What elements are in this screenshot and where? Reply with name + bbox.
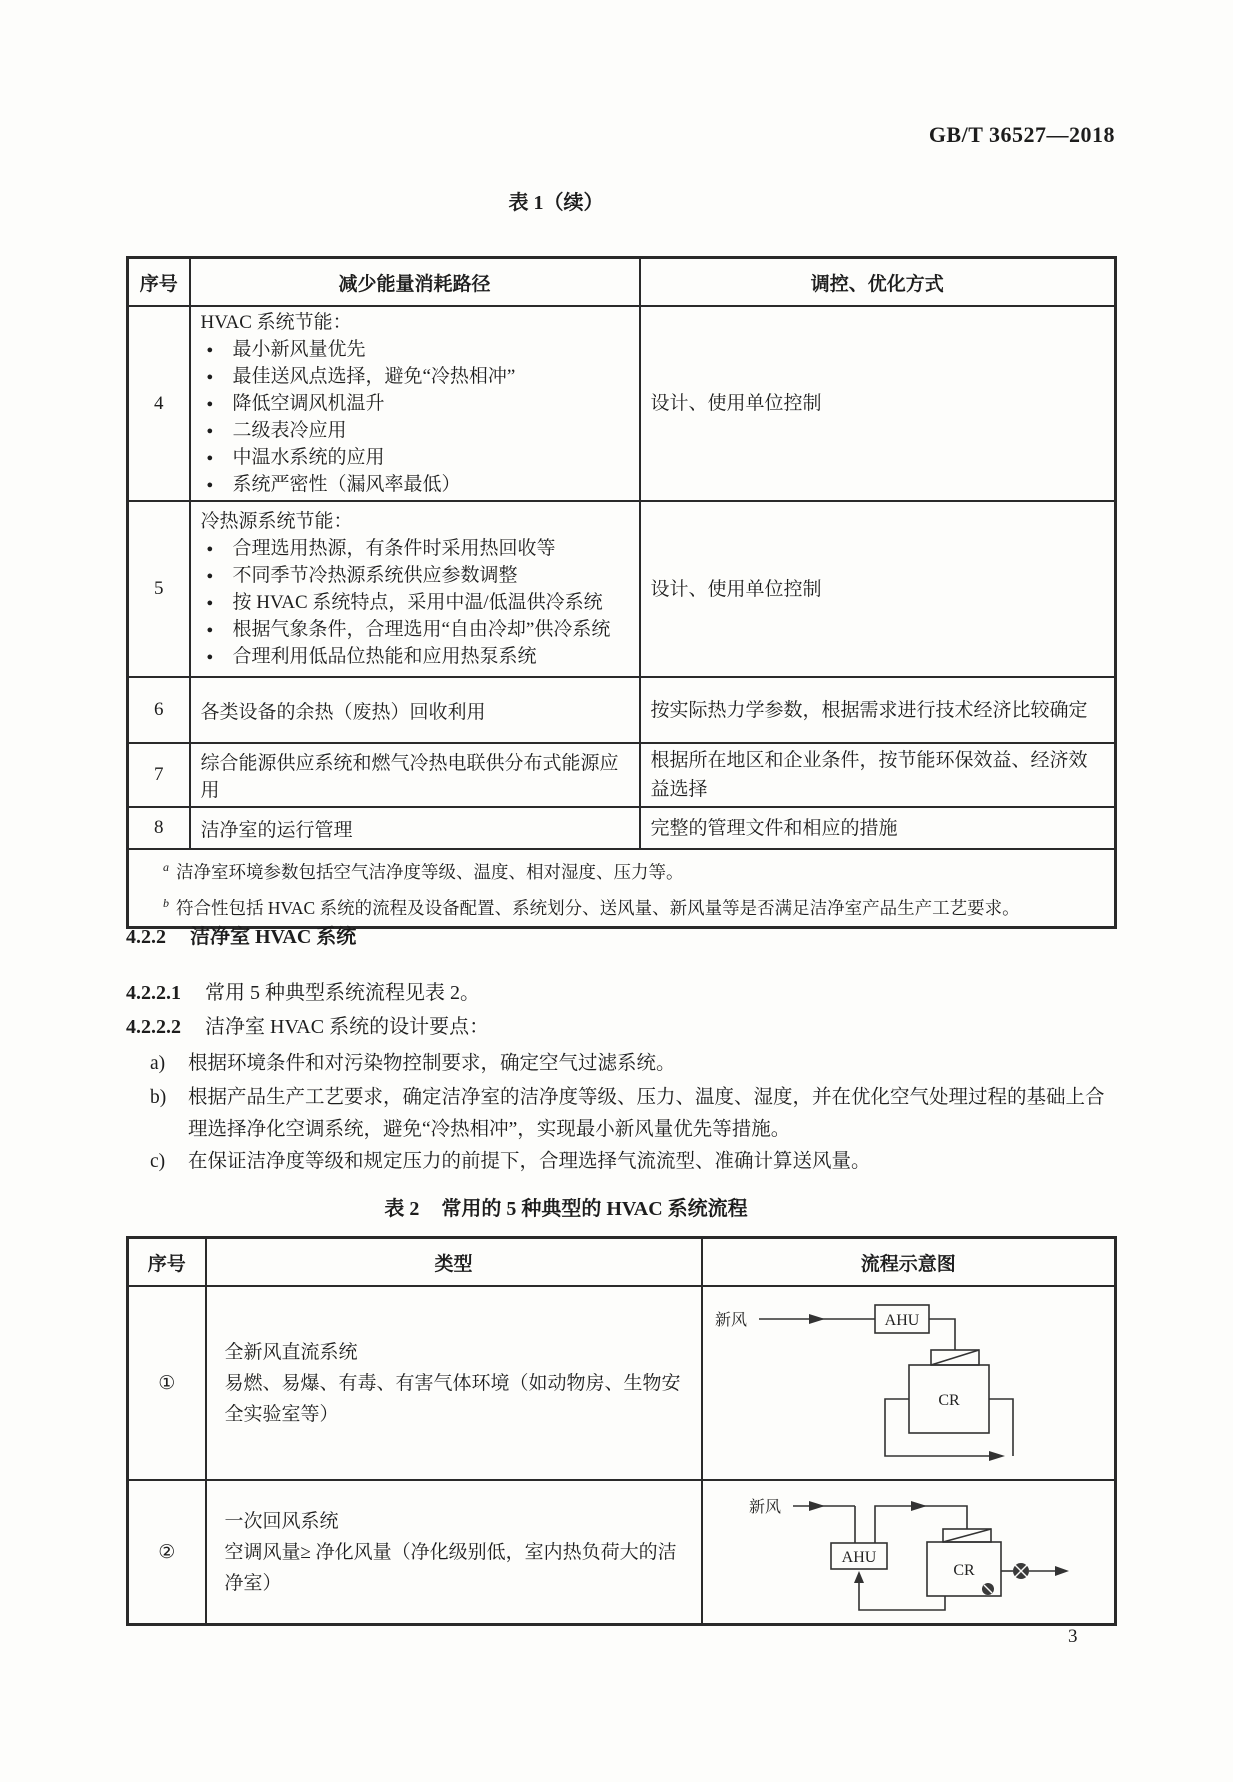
type-title: 全新风直流系统 <box>224 1341 358 1363</box>
path-title: 冷热源系统节能： <box>200 511 353 532</box>
flow-arrow-up-icon <box>854 1571 864 1583</box>
clause-text: 洁净室 HVAC 系统的设计要点： <box>205 1016 490 1038</box>
filter-slash <box>931 1350 979 1365</box>
table1-header-path: 减少能量消耗路径 <box>190 258 640 307</box>
footnote-row <box>128 849 1116 927</box>
type-desc: 易燃、易爆、有毒、有害气体环境（如动物房、生物安全实验室等） <box>224 1372 681 1425</box>
bullet-text: 合理选用热源，有条件时采用热回收等 <box>232 538 556 559</box>
clause-text: 常用 5 种典型系统流程见表 2。 <box>205 982 480 1004</box>
bullet-item <box>201 535 629 562</box>
item-marker: b) <box>150 1087 167 1108</box>
diagram-cell <box>702 1480 1116 1625</box>
row-number: 6 <box>128 677 190 743</box>
table-row <box>128 807 1116 849</box>
page-number: 3 <box>1068 1626 1078 1647</box>
footnote-marker: b <box>163 895 169 910</box>
cleanroom-label: CR <box>952 1562 975 1579</box>
flow-arrow-icon <box>1055 1566 1069 1576</box>
bullet-text: 合理利用低品位热能和应用热泵系统 <box>232 646 537 667</box>
table2-header-row <box>128 1238 1116 1287</box>
clause-4222 <box>126 1012 1114 1042</box>
table2-header-diagram: 流程示意图 <box>702 1238 1116 1287</box>
footnote-b <box>139 888 1104 924</box>
row-number: 4 <box>128 306 190 501</box>
table-row <box>128 743 1116 807</box>
bullet-item <box>201 562 629 589</box>
list-item-b <box>150 1082 1114 1146</box>
table-row <box>128 306 1116 501</box>
footnote-marker: a <box>163 860 169 874</box>
table1-header-row <box>128 258 1116 307</box>
table1-header-no: 序号 <box>128 258 190 307</box>
flow-arrow-icon <box>809 1314 825 1324</box>
cleanroom-label: CR <box>937 1392 960 1409</box>
bullet-text: 降低空调风机温升 <box>232 393 385 414</box>
table-row <box>128 1286 1116 1480</box>
table-row <box>128 501 1116 677</box>
path-cell <box>190 306 640 501</box>
footnote-a <box>139 852 1104 888</box>
bullet-item <box>201 471 629 498</box>
type-cell <box>206 1286 702 1480</box>
bullet-item <box>201 643 629 670</box>
fresh-air-label: 新风 <box>748 1499 781 1516</box>
type-desc: 空调风量≥ 净化风量（净化级别低，室内热负荷大的洁净室） <box>224 1541 677 1594</box>
bullet-text: 二级表冷应用 <box>232 420 347 441</box>
control-cell: 按实际热力学参数，根据需求进行技术经济比较确定 <box>640 677 1116 743</box>
bullet-text: 不同季节冷热源系统供应参数调整 <box>232 565 518 586</box>
type-title: 一次回风系统 <box>224 1510 339 1532</box>
control-cell: 设计、使用单位控制 <box>640 306 1116 501</box>
path-cell <box>190 501 640 677</box>
section-title: 洁净室 HVAC 系统 <box>190 926 357 948</box>
section-heading-422 <box>126 922 1114 952</box>
supply-duct <box>875 1506 967 1543</box>
bullet-item <box>201 616 629 643</box>
item-marker: a) <box>150 1053 166 1074</box>
section-number: 4.2.2 <box>126 926 166 948</box>
ahu-label: AHU <box>884 1312 919 1329</box>
footnote-text: 洁净室环境参数包括空气洁净度等级、温度、相对湿度、压力等。 <box>176 861 684 882</box>
path-cell: 各类设备的余热（废热）回收利用 <box>190 677 640 743</box>
doc-number: GB/T 36527—2018 <box>928 122 1115 147</box>
bullet-item <box>201 417 629 444</box>
bullet-item <box>201 336 629 363</box>
flow-diagram-full-fresh-air <box>705 1292 1115 1474</box>
item-marker: c) <box>150 1151 166 1172</box>
supply-duct <box>929 1319 955 1350</box>
bullet-text: 根据气象条件，合理选用“自由冷却”供冷系统 <box>232 619 611 640</box>
table1 <box>126 256 1117 929</box>
item-text: 在保证洁净度等级和规定压力的前提下，合理选择气流流型、准确计算送风量。 <box>188 1151 871 1172</box>
ahu-label: AHU <box>841 1549 876 1566</box>
type-cell <box>206 1480 702 1625</box>
table2-header-type: 类型 <box>206 1238 702 1287</box>
table-row <box>128 1480 1116 1625</box>
list-item-a <box>150 1048 1114 1080</box>
list-item-c <box>150 1146 1114 1178</box>
bullet-item <box>201 444 629 471</box>
fresh-air-label: 新风 <box>714 1312 747 1329</box>
row-number: 5 <box>128 501 190 677</box>
bullet-item <box>201 589 629 616</box>
bullet-text: 中温水系统的应用 <box>232 447 385 468</box>
footnote-text: 符合性包括 HVAC 系统的流程及设备配置、系统划分、送风量、新风量等是否满足洁净室产品生产工艺要求。 <box>176 897 1020 918</box>
path-title: HVAC 系统节能： <box>200 312 352 333</box>
bullet-item <box>201 363 629 390</box>
flow-arrow-icon <box>989 1451 1005 1461</box>
path-cell: 洁净室的运行管理 <box>190 807 640 849</box>
diagram-cell <box>702 1286 1116 1480</box>
table2 <box>126 1236 1117 1626</box>
row-number: 8 <box>128 807 190 849</box>
bullet-text: 按 HVAC 系统特点，采用中温/低温供冷系统 <box>232 592 603 613</box>
control-cell: 设计、使用单位控制 <box>640 501 1116 677</box>
table2-title-text: 常用的 5 种典型的 HVAC 系统流程 <box>441 1198 748 1220</box>
table2-header-no: 序号 <box>128 1238 206 1287</box>
table-row <box>128 677 1116 743</box>
clause-4221 <box>126 978 1114 1008</box>
flow-arrow-icon <box>809 1501 825 1511</box>
table1-header-control: 调控、优化方式 <box>640 258 1116 307</box>
bullet-text: 最佳送风点选择，避免“冷热相冲” <box>232 366 516 387</box>
bullet-text: 最小新风量优先 <box>232 339 366 360</box>
flow-arrow-icon <box>911 1501 927 1511</box>
item-text: 根据产品生产工艺要求，确定洁净室的洁净度等级、压力、温度、湿度，并在优化空气处理过程的基础上合理选择净化空调系统，避免“冷热相冲”，实现最小新风量优先等措施。 <box>188 1087 1105 1140</box>
filter-slash <box>943 1529 991 1542</box>
row-number: 7 <box>128 743 190 807</box>
bullet-item <box>201 390 629 417</box>
exhaust-duct-left <box>885 1399 989 1456</box>
bullet-text: 系统严密性（漏风率最低） <box>232 474 461 495</box>
control-cell: 完整的管理文件和相应的措施 <box>640 807 1116 849</box>
clause-number: 4.2.2.2 <box>126 1016 181 1038</box>
item-text: 根据环境条件和对污染物控制要求，确定空气过滤系统。 <box>188 1053 676 1074</box>
control-cell: 根据所在地区和企业条件，按节能环保效益、经济效益选择 <box>640 743 1116 807</box>
flow-diagram-primary-return-air <box>705 1485 1115 1619</box>
path-cell: 综合能源供应系统和燃气冷热电联供分布式能源应用 <box>190 743 640 807</box>
table1-title: 表 1（续） <box>508 192 604 214</box>
row-number: ② <box>128 1480 206 1625</box>
exhaust-duct-right <box>989 1399 1013 1456</box>
row-number: ① <box>128 1286 206 1480</box>
table2-title-label: 表 2 <box>384 1198 420 1220</box>
table2-title <box>126 1192 1006 1221</box>
footnote-cell <box>128 849 1116 927</box>
clause-number: 4.2.2.1 <box>126 982 181 1004</box>
